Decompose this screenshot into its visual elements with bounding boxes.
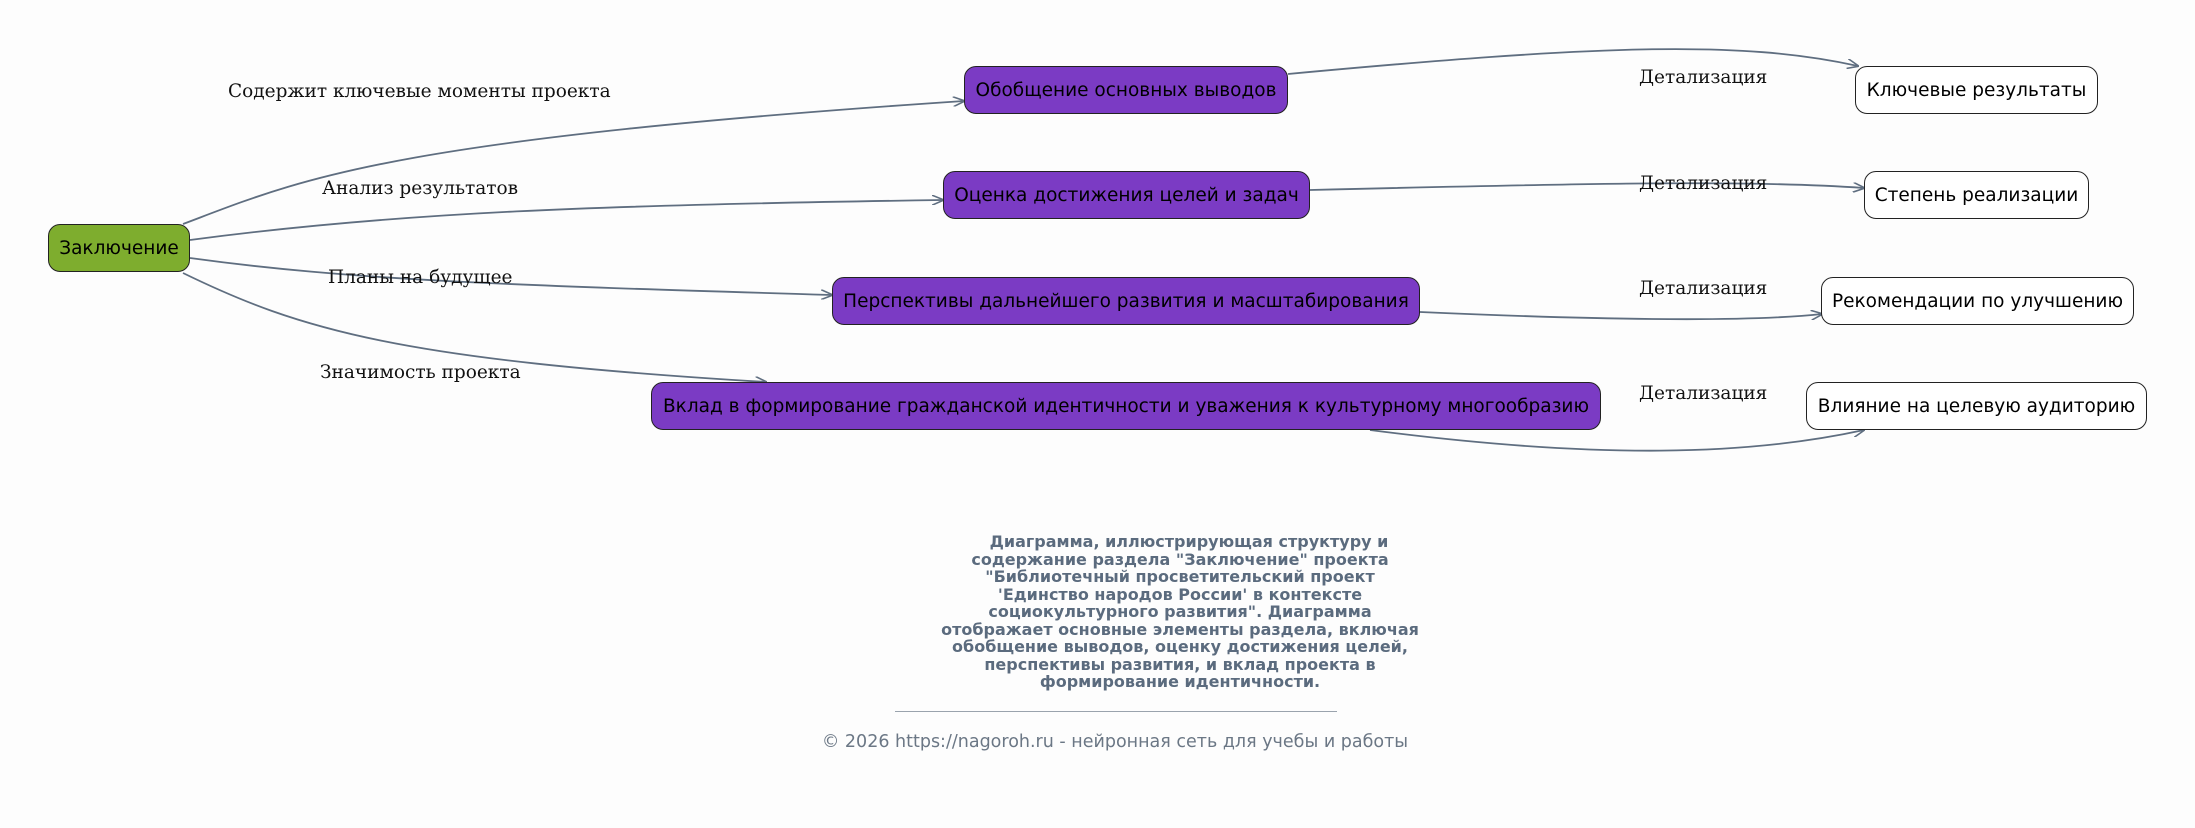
edge-label-key-moments: Содержит ключевые моменты проекта bbox=[228, 81, 611, 102]
node-goals-assessment: Оценка достижения целей и задач bbox=[943, 171, 1310, 219]
caption-line: обобщение выводов, оценку достижения целей, bbox=[952, 637, 1408, 656]
caption-line: Диаграмма, иллюстрирующая структуру и bbox=[989, 532, 1389, 551]
edge-label-detail: Детализация bbox=[1639, 383, 1768, 404]
caption-line: перспективы развития, и вклад проекта в bbox=[984, 654, 1376, 674]
edge-detail-2 bbox=[1310, 183, 1864, 190]
caption-line: содержание раздела "Заключение" проекта bbox=[971, 549, 1389, 569]
node-implementation-degree: Степень реализации bbox=[1864, 171, 2089, 219]
edge-label-detail: Детализация bbox=[1639, 278, 1768, 299]
edge-label-significance: Значимость проекта bbox=[320, 362, 521, 383]
caption-line: формирование идентичности. bbox=[1039, 672, 1321, 691]
node-prospects: Перспективы дальнейшего развития и масштабирования bbox=[832, 277, 1420, 325]
diagram-caption bbox=[830, 533, 1530, 691]
caption-line: отображает основные элементы раздела, включая bbox=[941, 619, 1419, 639]
node-key-results: Ключевые результаты bbox=[1855, 66, 2098, 114]
edge-label-detail: Детализация bbox=[1639, 173, 1768, 194]
edge-label-results-analysis: Анализ результатов bbox=[322, 178, 519, 199]
edge-detail-1 bbox=[1288, 49, 1858, 74]
footer-copyright: © 2026 https://nagoroh.ru - нейронная сеть для учебы и работы bbox=[821, 732, 1409, 752]
edge-root-summary bbox=[183, 101, 964, 224]
node-conclusion: Заключение bbox=[48, 224, 190, 272]
edge-label-detail: Детализация bbox=[1639, 67, 1768, 88]
caption-line: социокультурного развития". Диаграмма bbox=[988, 602, 1372, 621]
edge-detail-3 bbox=[1420, 312, 1822, 319]
edge-detail-4 bbox=[1370, 430, 1864, 451]
node-summary: Обобщение основных выводов bbox=[964, 66, 1288, 114]
edge-label-future-plans: Планы на будущее bbox=[328, 267, 513, 288]
node-recommendations: Рекомендации по улучшению bbox=[1821, 277, 2134, 325]
edge-root-goals bbox=[190, 200, 943, 240]
node-contribution: Вклад в формирование гражданской идентичности и уважения к культурному многообразию bbox=[651, 382, 1601, 430]
divider bbox=[895, 711, 1337, 712]
caption-line: "Библиотечный просветительский проект bbox=[985, 567, 1375, 586]
node-audience-impact: Влияние на целевую аудиторию bbox=[1806, 382, 2147, 430]
caption-line: 'Единство народов России' в контексте bbox=[997, 584, 1363, 604]
